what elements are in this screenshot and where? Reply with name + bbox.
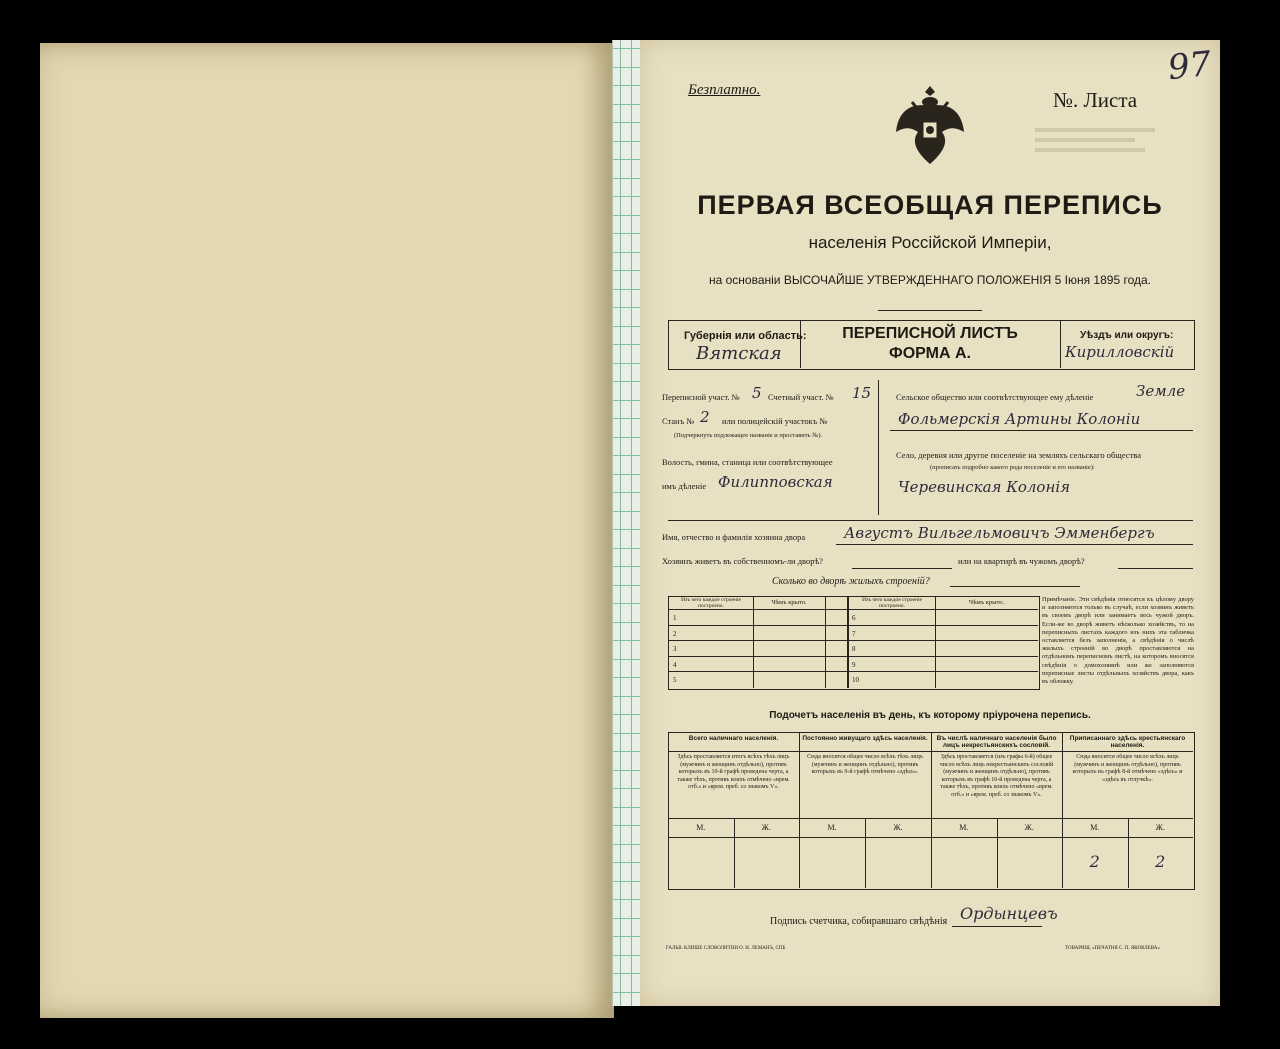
- count-col-header: Всего наличнаго населенія.: [688, 735, 779, 742]
- spine-ruling: [613, 418, 641, 419]
- spine-ruling: [613, 344, 641, 345]
- free-label: Безплатно.: [688, 82, 761, 98]
- spine-ruling: [613, 363, 641, 364]
- spine-ruling: [613, 622, 641, 623]
- spine-ruling: [613, 566, 641, 567]
- spine-ruling: [613, 714, 641, 715]
- table-row-number: 4: [673, 660, 677, 669]
- spine-ruling: [613, 918, 641, 919]
- printer-right: ТОВАРИЩ. «ПЕЧАТНЯ С. П. ЯКОВЛЕВА»: [1065, 946, 1160, 951]
- spine-ruling: [613, 585, 641, 586]
- count-col-divider: [799, 732, 800, 888]
- spine-ruling: [613, 159, 641, 160]
- village-note: (прописать подробно какого рода поселеніе и его названіе):: [930, 464, 1095, 471]
- table-row-number: 6: [852, 614, 856, 622]
- underline-note: (Подчеркнуть подлежащее названіе и проставить №).: [674, 432, 823, 439]
- uchast-value: 5: [752, 384, 762, 402]
- spine-ruling: [613, 548, 641, 549]
- table-row-number: 5: [673, 676, 677, 685]
- spine-ruling: [613, 862, 641, 863]
- spine-ruling: [613, 289, 641, 290]
- census-subtitle: населенія Россійской Имперіи,: [808, 233, 1052, 252]
- spine-ruling: [613, 326, 641, 327]
- spine-ruling: [613, 825, 641, 826]
- volost-label-2: имъ дѣленіе: [662, 481, 707, 491]
- male-label: М.: [1090, 823, 1100, 832]
- table-row-number: 7: [852, 629, 856, 638]
- own-yard-label: Хозяинъ живетъ въ собственномъ-ли дворѣ?: [662, 556, 823, 566]
- form-title: ФОРМА А.: [889, 345, 971, 362]
- spine-ruling: [613, 696, 641, 697]
- count-value-female: 2: [1155, 852, 1166, 871]
- spine-ruling: [613, 85, 641, 86]
- society-underline: [890, 430, 1193, 431]
- faded-stamp: [1035, 122, 1165, 182]
- spine-ruling: [613, 178, 641, 179]
- spine-ruling: [613, 511, 641, 512]
- signature-label: Подпись счетчика, собиравшаго свѣдѣнія: [770, 916, 948, 927]
- count-mz-rule: [668, 837, 1193, 838]
- spine-ruling: [613, 733, 641, 734]
- spine-ruling: [613, 381, 641, 382]
- own-yard-underline: [852, 568, 952, 569]
- spine-ruling: [613, 899, 641, 900]
- spine-ruling: [613, 955, 641, 956]
- count-col-header: Постоянно живущаго здѣсь населенія.: [802, 735, 928, 742]
- count-col-desc: Сюда вносится общее число всѣхъ лицъ (мужчинъ и женщинъ отдѣльно), противъ которыхъ въ графѣ 8-й отмѣчено «здѣсь» и «здѣсь въ отлучкѣ».: [1072, 754, 1183, 783]
- table-row-rule: [668, 640, 1038, 641]
- imperial-eagle-emblem: [890, 82, 970, 172]
- spine-ruling: [613, 215, 641, 216]
- count-desc-rule: [668, 818, 1193, 819]
- spine-ruling: [613, 640, 641, 641]
- schet-label: Счетный участ. №: [768, 392, 834, 402]
- buildings-underline: [950, 586, 1080, 587]
- count-value-male: 2: [1089, 852, 1100, 871]
- count-header-rule: [668, 751, 1193, 752]
- census-basis: на основаніи ВЫСОЧАЙШЕ УТВЕРЖДЕННАГО ПОЛОЖЕНІЯ 5 Іюня 1895 года.: [708, 273, 1151, 287]
- sheet-number-label: №. Листа: [1053, 88, 1138, 112]
- volost-value: Филипповская: [718, 473, 833, 491]
- form-header-divider: [1060, 320, 1061, 368]
- male-label: М.: [959, 823, 969, 832]
- spine-ruling: [613, 492, 641, 493]
- spine-ruling: [613, 141, 641, 142]
- uezd-label: Уѣздъ или округъ:: [1080, 330, 1174, 341]
- ornament-rule: [878, 310, 982, 311]
- material-header-right: Изъ чего каждое строеніе построено.: [862, 597, 922, 609]
- table-header-rule: [668, 609, 1038, 610]
- buildings-note: Примѣчаніе. Эти свѣдѣнія относятся къ цѣлому двору и заполняются только въ случаѣ, если хозяинъ живетъ въ своемъ дворѣ или занимаетъ весь чужой дворъ. Если-же во дворѣ живетъ нѣсколько хозяйствъ, то на переписныхъ листахъ каждого изъ нихъ эта табличка оставляется безъ заполненія, а свѣдѣнія о числѣ жилыхъ строеній во дворѣ проставляются на отдѣльномъ переписномъ листѣ, на которомъ вносятся свѣдѣнія о домохозяинѣ или же заполняются переписные листы отдѣльныхъ хозяйствъ двора, какъ въ обложку.: [1042, 596, 1194, 686]
- census-form-page: [640, 40, 1220, 1006]
- spine-ruling: [613, 437, 641, 438]
- stan-value: 2: [700, 408, 710, 426]
- police-label: или полицейскій участокъ №: [722, 416, 828, 426]
- sheet-title: ПЕРЕПИСНОЙ ЛИСТЪ: [842, 325, 1018, 342]
- table-row-number: 10: [852, 676, 859, 685]
- material-header-left: Изъ чего каждое строеніе построено.: [681, 597, 741, 609]
- roof-header-left: Чѣмъ крыто.: [771, 599, 807, 606]
- count-col-desc: Сюда вносится общее число всѣхъ тѣхъ лицъ (мужчинъ и женщинъ отдѣльно), противъ которыхъ въ 9-й графѣ отмѣчено «здѣсь».: [807, 754, 923, 776]
- spine-ruling: [613, 973, 641, 974]
- spine-ruling: [613, 603, 641, 604]
- spine-ruling: [613, 936, 641, 937]
- spine-ruling: [613, 67, 641, 68]
- count-col-desc: Здѣсь проставляется итогъ всѣхъ тѣхъ лицъ (мужчинъ и женщинъ отдѣльно), противъ которыхъ въ 10-й графѣ проведена черта, а также тѣхъ, противъ коихъ отмѣчено «врем. отб.» и «врем. преб. со знакомъ V».: [677, 754, 790, 791]
- spine-ruling: [613, 751, 641, 752]
- female-label: Ж.: [1024, 823, 1034, 832]
- female-label: Ж.: [893, 823, 903, 832]
- table-row-rule: [668, 625, 1038, 626]
- gubernia-label: Губернія или область:: [684, 330, 807, 342]
- female-label: Ж.: [1155, 823, 1165, 832]
- spine-ruling: [613, 529, 641, 530]
- table-row-number: 3: [673, 645, 677, 654]
- count-col-divider: [931, 732, 932, 888]
- village-value: Черевинская Колонія: [898, 478, 1071, 496]
- society-value-2: Фольмерскія Артины Колоніи: [898, 410, 1141, 428]
- table-row-rule: [668, 671, 1038, 672]
- count-col-header: Приписаннаго здѣсь крестьянскаго населенія.: [1069, 735, 1186, 749]
- spine-ruling: [613, 455, 641, 456]
- schet-value: 15: [852, 384, 872, 402]
- roof-header-right: Чѣмъ крыто.: [968, 599, 1005, 606]
- table-row-number: 9: [852, 660, 856, 669]
- society-value-1: Земле: [1136, 382, 1186, 400]
- spine-ruling: [613, 233, 641, 234]
- fields-divider: [878, 380, 879, 515]
- table-row-number: 1: [673, 614, 677, 622]
- buildings-label: Сколько во дворѣ жилыхъ строеній?: [772, 576, 930, 587]
- spine-ruling: [613, 48, 641, 49]
- sheet-number-value: 97: [1166, 43, 1214, 89]
- count-col-desc: Здѣсь проставляется (изъ графы 6-й) общее число всѣхъ лицъ некрестьянскихъ сословій (мужчинъ и женщинъ отдѣльно), противъ которыхъ въ графѣ 10-й проведена черта, а также тѣхъ, противъ коихъ отмѣчено «врем. отб.» и «врем. преб. со знакомъ V».: [939, 754, 1054, 798]
- spine-ruling: [613, 992, 641, 993]
- gubernia-value: Вятская: [696, 343, 782, 364]
- female-label: Ж.: [761, 823, 771, 832]
- village-label: Село, деревня или другое поселеніе на земляхъ сельскаго общества: [896, 450, 1141, 460]
- table-row-number: 2: [673, 629, 677, 638]
- rent-label: или на квартирѣ въ чужомъ дворѣ?: [958, 556, 1085, 566]
- spine-ruling: [613, 270, 641, 271]
- uezd-value: Кирилловскій: [1065, 343, 1175, 361]
- signature-underline: [952, 926, 1042, 927]
- male-label: М.: [827, 823, 837, 832]
- spine-ruling: [613, 474, 641, 475]
- spine-ruling: [613, 677, 641, 678]
- table-row-number: 8: [852, 645, 856, 654]
- spine-ruling: [613, 881, 641, 882]
- stan-label: Станъ №: [662, 416, 695, 426]
- spine-ruling: [613, 659, 641, 660]
- owner-underline: [836, 544, 1193, 545]
- signature-value: Ордынцевъ: [960, 904, 1058, 923]
- spine-ruling: [613, 196, 641, 197]
- census-main-title: ПЕРВАЯ ВСЕОБЩАЯ ПЕРЕПИСЬ: [697, 190, 1163, 220]
- society-label: Сельское общество или соотвѣтствующее ему дѣленіе: [896, 392, 1094, 402]
- spine-ruling: [613, 844, 641, 845]
- spine-ruling: [613, 788, 641, 789]
- printer-left: ГАЛЬВ. КЛИШЕ СЛОВОЛИТНИ О. И. ЛЕМАНЪ, СПБ: [666, 946, 786, 951]
- volost-label: Волость, гмина, станица или соотвѣтствующее: [662, 457, 833, 467]
- spine-ruling: [613, 104, 641, 105]
- rent-underline: [1118, 568, 1193, 569]
- spine-ruling: [613, 770, 641, 771]
- left-blank-page: [40, 43, 614, 1018]
- spine-ruling: [613, 252, 641, 253]
- binding-spine: [612, 40, 642, 1006]
- owner-value: Августъ Вильгельмовичъ Эмменбергъ: [844, 524, 1155, 542]
- uchast-label: Переписной участ. №: [662, 392, 740, 402]
- owner-label: Имя, отчество и фамилія хозяина двора: [662, 532, 806, 542]
- male-label: М.: [696, 823, 706, 832]
- count-title: Подочетъ населенія въ день, къ которому пріурочена перепись.: [769, 710, 1091, 721]
- table-row-rule: [668, 656, 1038, 657]
- spine-ruling: [613, 807, 641, 808]
- spine-ruling: [613, 307, 641, 308]
- spine-ruling: [613, 122, 641, 123]
- count-col-header: Въ числѣ наличнаго населенія было лицъ некрестьянскихъ сословій.: [936, 735, 1057, 749]
- spine-ruling: [613, 400, 641, 401]
